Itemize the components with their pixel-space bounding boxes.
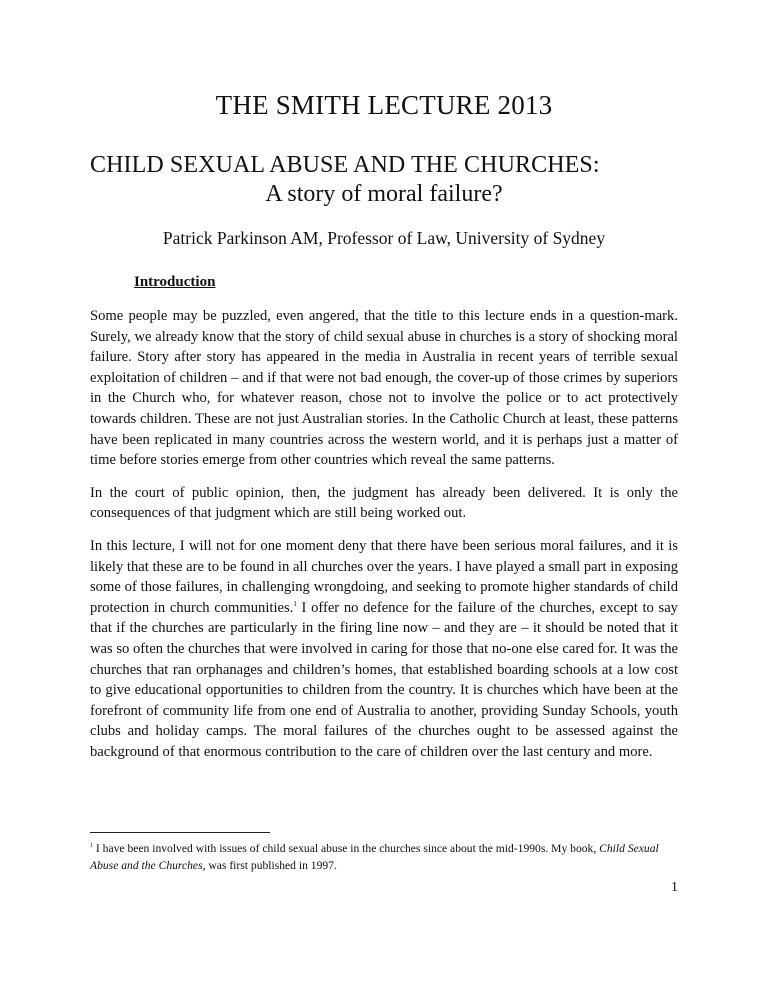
footnote-marker: 1 [90, 843, 93, 850]
footnote-book-title: Child Sexual Abuse and the Churches [90, 842, 659, 872]
footnote-divider [90, 832, 270, 833]
subtitle-line-1: CHILD SEXUAL ABUSE AND THE CHURCHES: [90, 152, 600, 178]
body-text [90, 306, 678, 774]
section-heading: Introduction [134, 274, 216, 290]
lecture-title: THE SMITH LECTURE 2013 [215, 90, 553, 120]
subtitle-line-2: A story of moral failure? [265, 181, 503, 207]
footnote-reference[interactable]: 1 [293, 599, 297, 608]
paragraph-1: Some people may be puzzled, even angered, that the title to this lecture ends in a question-mark. Surely, we already know that the story of child sexual abuse in churches is a story of shocking moral failure. Story after story has appeared in the media in Australia in recent years of terrible sexual exploitation of children – and if that were not bad enough, the cover-up of those crimes by superiors in the Church who, for whatever reason, chose not to involve the police or to act protectively towards children. These are not just Australian stories. In the Catholic Church at least, these patterns have been replicated in many countries across the western world, and it is perhaps just a matter of time before stories emerge from other countries which reveal the same patterns. [90, 308, 678, 469]
footnote-text: I have been involved with issues of child sexual abuse in the churches since about the mid-1990s. My book, [93, 842, 600, 855]
author-line: Patrick Parkinson AM, Professor of Law, University of Sydney [162, 228, 606, 248]
page-number: 1 [671, 880, 678, 895]
paragraph-3 [90, 536, 678, 763]
paragraph-3-text-b: I offer no defence for the failure of the churches, except to say that if the churches are particularly in the firing line now – and they are – it should be noted that it was so often the churches that were involved in caring for those that no-one else cared for. It was the churches that ran orphanages and children’s homes, that established boarding schools at a low cost to give educational opportunities to children from the country. It is churches which have been at the forefront of community life from one end of Australia to another, providing Sunday Schools, youth clubs and holiday camps. The moral failures of the churches ought to be assessed against the background of that enormous contribution to the care of children over the last century and more. [90, 599, 678, 760]
paragraph-3-text-a: In this lecture, I will not for one moment deny that there have been serious moral failures, and it is likely that these are to be found in all churches over the years. I have played a small part in exposing some of those failures, in challenging wrongdoing, and seeking to promote higher standards of child protection in church communities. [90, 537, 678, 616]
footnote [90, 840, 678, 874]
paragraph-2: In the court of public opinion, then, the judgment has already been delivered. It is only the consequences of that judgment which are still being worked out. [90, 484, 678, 522]
footnote-text-end: , was first published in 1997. [202, 859, 337, 872]
